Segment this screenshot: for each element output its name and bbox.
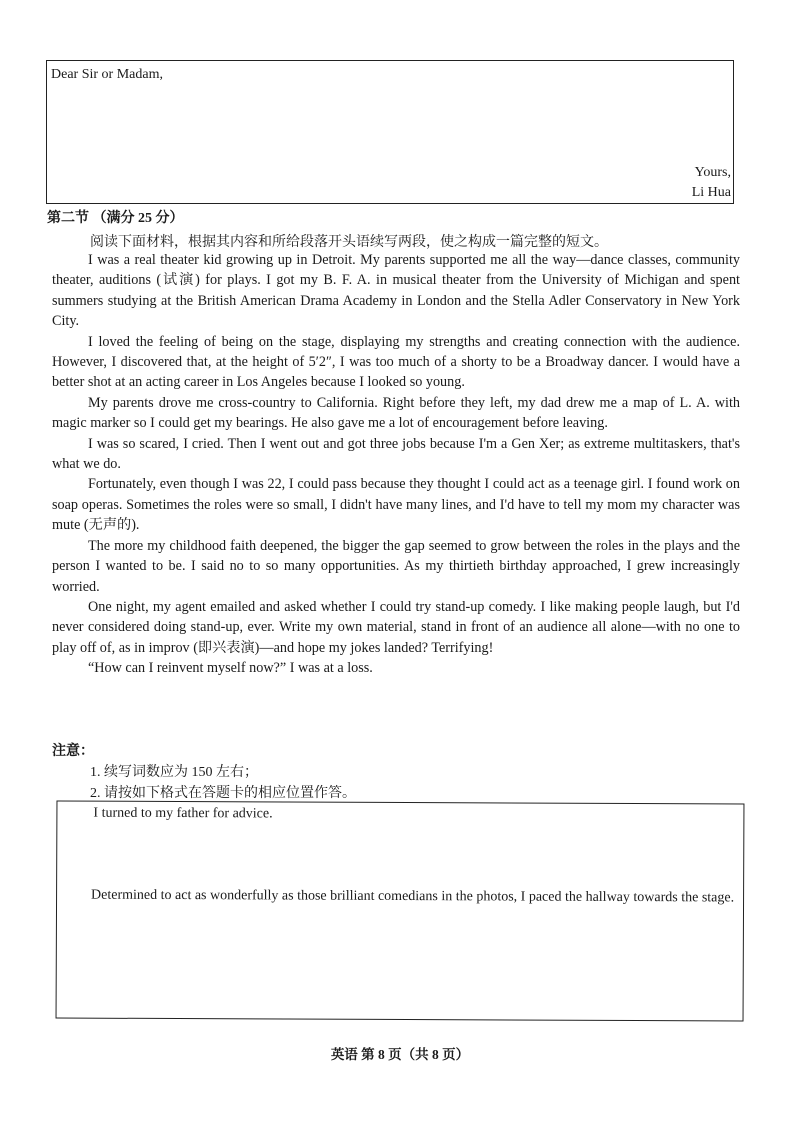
letter-salutation: Dear Sir or Madam,	[51, 67, 163, 82]
note-item: 1. 续写词数应为 150 左右；	[90, 765, 258, 780]
passage-paragraph: Fortunately, even though I was 22, I could pass because they thought I could act as a teenage girl. I found work on soap operas. Sometimes the roles were so small, I didn't have many lines, and I'd have to tell my mom my character was mute (无声的).	[52, 476, 740, 534]
passage-paragraph: My parents drove me cross-country to California. Right before they left, my dad drew me a map of L. A. with magic marker so I could get my bearings. He also gave me a lot of encouragement before leaving.	[52, 394, 740, 432]
passage-paragraph: The more my childhood faith deepened, the bigger the gap seemed to grow between the roles in the plays and the person I wanted to be. I said no to so many opportunities. As my thirtieth birthday approached, I grew increasingly worried.	[52, 537, 740, 595]
passage-paragraph: “How can I reinvent myself now?” I was at a loss.	[88, 660, 373, 677]
letter-signature: Li Hua	[691, 185, 731, 200]
passage	[52, 250, 740, 679]
note-item: 2. 请按如下格式在答题卡的相应位置作答。	[90, 786, 356, 801]
paragraph-opener-2: Determined to act as wonderfully as those brilliant comedians in the photos, I paced the hallway towards the stage.	[91, 887, 735, 906]
section-instruction: 阅读下面材料，根据其内容和所给段落开头语续写两段，使之构成一篇完整的短文。	[90, 235, 608, 250]
letter-closing: Yours,	[694, 165, 731, 180]
passage-paragraph: I was a real theater kid growing up in Detroit. My parents supported me all the way—dance classes, community theater, auditions (试演) for plays. I got my B. F. A. in musical theater from the University of Michigan and spent summers studying at the British American Drama Academy in London and the Stella Adler Conservatory in New York City.	[52, 252, 740, 330]
letter-box	[46, 60, 734, 204]
passage-paragraph: I loved the feeling of being on the stage, displaying my strengths and creating connection with the audience. However, I discovered that, at the height of 5′2″, I was too much of a shorty to be a Broadway dancer. I would have a better shot at an acting career in Los Angeles because I looked so young.	[52, 333, 740, 391]
notes-list	[90, 762, 356, 804]
notes-title: 注意：	[52, 744, 94, 759]
answer-box	[56, 801, 745, 1022]
paragraph-opener-1: I turned to my father for advice.	[93, 805, 273, 822]
section-title: 第二节 （满分 25 分）	[47, 211, 184, 226]
passage-paragraph: I was so scared, I cried. Then I went out and got three jobs because I'm a Gen Xer; as extreme multitaskers, that's what we do.	[52, 435, 740, 473]
passage-paragraph: One night, my agent emailed and asked whether I could try stand-up comedy. I like making people laugh, but I'd never considered doing stand-up, ever. Write my own material, stand in front of an audience all alone—with no one to play off of, as in improv (即兴表演)—and hope my jokes landed? Terrifying!	[52, 598, 740, 656]
letter-closing-block	[692, 163, 731, 203]
page-footer: 英语 第 8 页（共 8 页）	[330, 1047, 470, 1062]
